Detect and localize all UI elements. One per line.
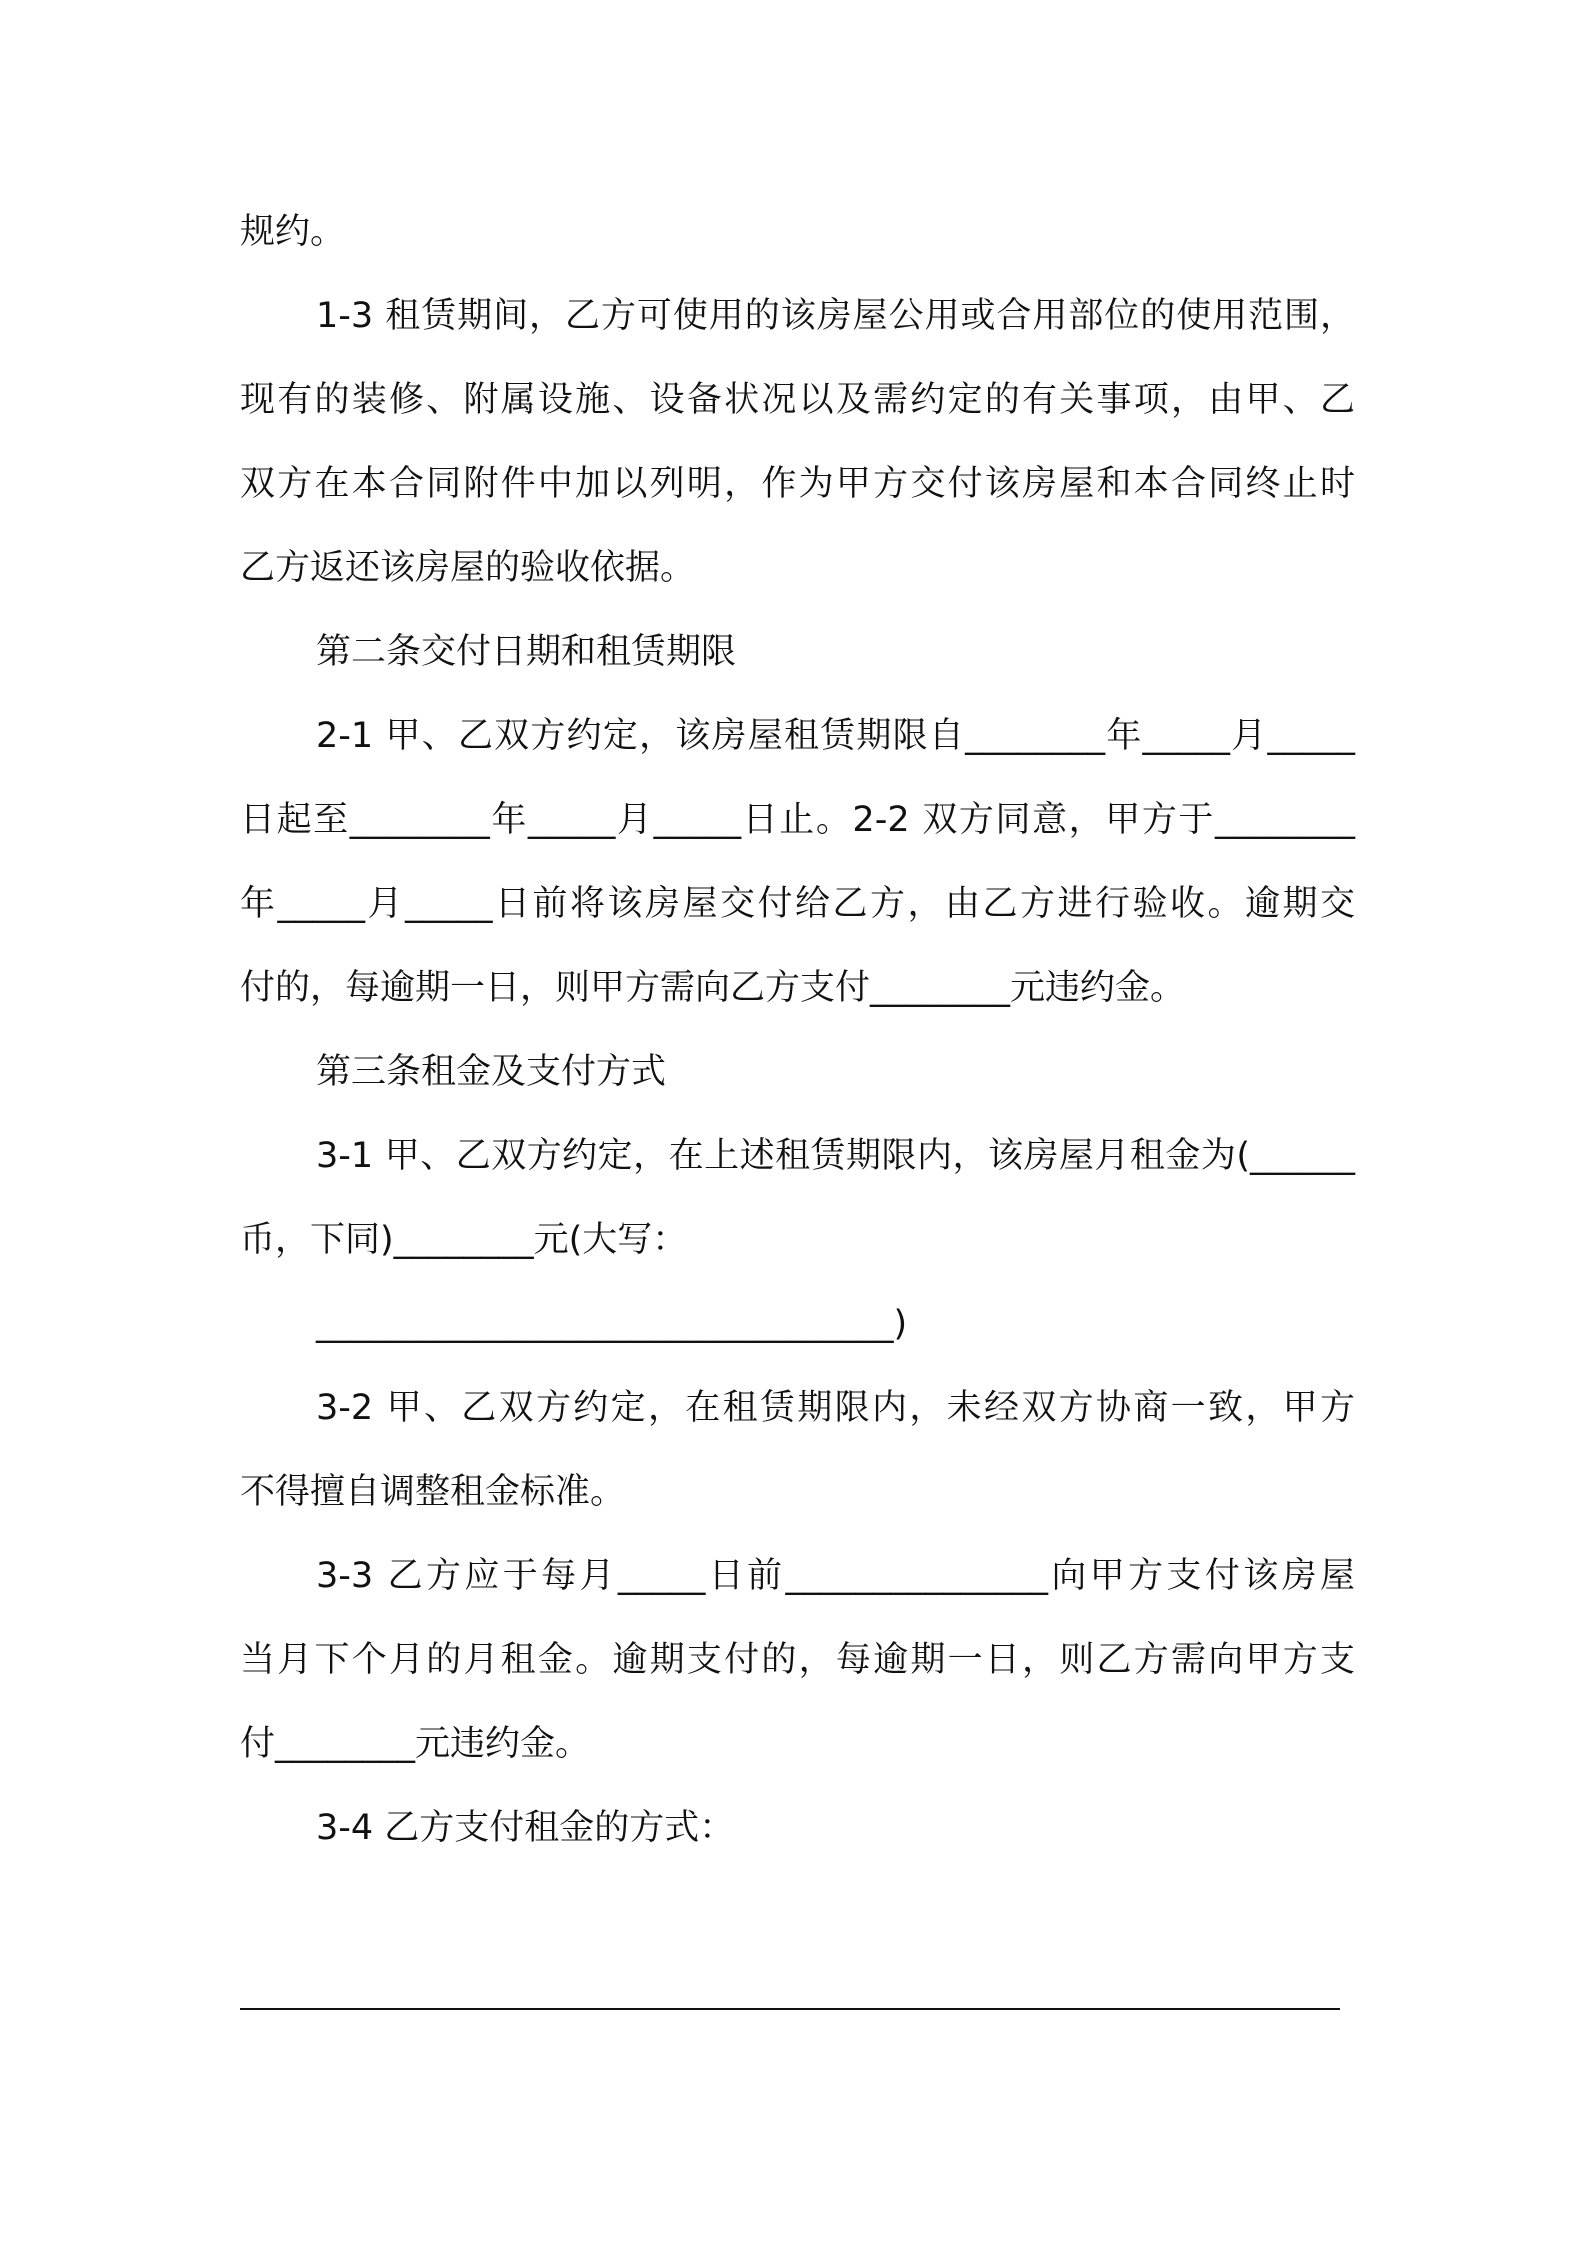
text-line: 1-3 租赁期间，乙方可使用的该房屋公用或合用部位的使用范围， [316, 296, 1355, 336]
blank-fill-line [240, 2008, 1340, 2010]
text-line: 3-3 乙方应于每月_____日前_______________向甲方支付该房屋 [316, 1556, 1355, 1596]
contract-body [240, 190, 1355, 1870]
text-line: 付________元违约金。 [240, 1724, 591, 1764]
text-line: 规约。 [240, 212, 346, 252]
text-line: 币，下同)________元(大写： [240, 1220, 688, 1260]
text-line: 不得擅自调整租金标准。 [240, 1472, 626, 1512]
text-line: 2-1 甲、乙双方约定，该房屋租赁期限自________年_____月_____ [316, 716, 1355, 756]
section-heading: 第二条交付日期和租赁期限 [316, 632, 737, 672]
text-line: 日起至________年_____月_____日止。2-2 双方同意，甲方于________ [240, 800, 1355, 840]
text-line: 付的，每逾期一日，则甲方需向乙方支付________元违约金。 [240, 968, 1186, 1008]
text-line: _________________________________) [316, 1304, 908, 1344]
text-line: 双方在本合同附件中加以列明，作为甲方交付该房屋和本合同终止时 [240, 464, 1355, 504]
text-line: 3-4 乙方支付租金的方式： [316, 1808, 735, 1848]
text-line: 现有的装修、附属设施、设备状况以及需约定的有关事项，由甲、乙 [240, 380, 1355, 420]
text-line: 乙方返还该房屋的验收依据。 [240, 548, 696, 588]
text-line: 当月下个月的月租金。逾期支付的，每逾期一日，则乙方需向甲方支 [240, 1640, 1355, 1680]
text-line: 3-2 甲、乙双方约定，在租赁期限内，未经双方协商一致，甲方 [316, 1388, 1355, 1428]
text-line: 年_____月_____日前将该房屋交付给乙方，由乙方进行验收。逾期交 [240, 884, 1355, 924]
section-heading: 第三条租金及支付方式 [316, 1052, 667, 1092]
text-line: 3-1 甲、乙双方约定，在上述租赁期限内，该房屋月租金为(______ [316, 1136, 1355, 1176]
